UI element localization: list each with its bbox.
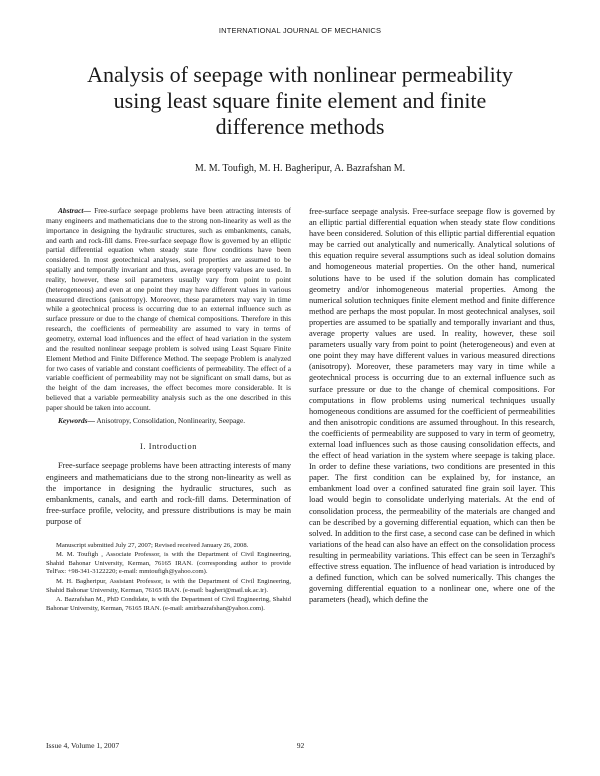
footnotes — [46, 542, 291, 614]
page-footer — [46, 741, 555, 753]
issue-info: Issue 4, Volume 1, 2007 — [46, 741, 120, 750]
introduction-paragraph: Free-surface seepage problems have been attracting interests of many engineers and mathematicians due to the strong non-linearity as well as the importance in designing the hydraulic structures, such as embankments, canals, and earth and rock-fill dams. Determination of free-surface profile, velocity, and pressure distributions is may be main purpose of — [46, 461, 291, 527]
keywords — [46, 416, 291, 426]
page-number: 92 — [296, 741, 305, 750]
footnote: M. M. Toufigh , Associate Professor, is with the Department of Civil Engineering, Shahid Bahonar University, Kerman, 76165 IRAN. (corresponding author to provide TelFax: +98-341-3122220; e-mail: mmtoufigh@yahoo.com). — [46, 551, 291, 576]
paper-authors: M. M. Toufigh, M. H. Bagheripur, A. Bazrafshan M. — [194, 163, 406, 174]
keywords-text: Anisotropy, Consolidation, Nonlinearity, Seepage. — [96, 415, 246, 425]
footnote: M. H. Bagheripur, Assistant Professor, is with the Department of Civil Engineering, Shahid Bahonar University, Kerman, 76165 IRAN. (e-mail: bagheri@mail.uk.ac.ir). — [46, 578, 291, 594]
right-column — [309, 206, 555, 605]
paper-title — [40, 62, 560, 140]
journal-header: INTERNATIONAL JOURNAL OF MECHANICS — [218, 26, 382, 35]
section-heading-introduction: I. Introduction — [140, 441, 197, 451]
title-line: using least square finite element and finite — [113, 88, 487, 113]
abstract-label: Abstract— — [58, 206, 91, 215]
footnote: Manuscript submitted July 27, 2007; Revised received January 26, 2008. — [56, 541, 249, 549]
left-column — [46, 206, 291, 614]
footnote: A. Bazrafshan M., PhD Condidate, is with the Department of Civil Engineering, Shahid Bahonar University, Kerman, 76165 IRAN. (e-mail: amirbazrafshan@yahoo.com). — [46, 596, 291, 612]
abstract-text: Free-surface seepage problems have been attracting interests of many engineers and mathematicians due to the strong non-linearity as well as the importance in designing the hydraulic structures, such as embankments, canals, and earth and rock-fill dams. Free-surface seepage flow is governed by an elliptic partial differential equation when steady state flow conditions have been considered. In most geotechnical analyses, soil properties are assumed to be spatially and temporally invariant and thus, average property values are used. In reality, however, these soil parameters usually vary from point to point (heterogeneous) and even at one point they may have different values in various measured directions (anisotropy). Moreover, these parameters may vary in time while a geotechnical process is occurring due to an external influence such as surface pressure or due to the change of chemical compositions. Therefore in this research, the coefficients of permeability are assumed to vary in terms of geometry, external load influences and the effect of head variation in the system and the resulted nonlinear seepage problem is solved using Least Square Finite Element Method and Finite Difference Method. The seepage Problem is analyzed for two cases of variable and constant coefficients of permeability. The effect of a variable coefficient of permeability may not be significant on small dams, but as the height of the dam increases, the effect becomes more considerable. It is believed that a variable permeability analysis such as the one described in this paper should be taken into account. — [46, 206, 291, 412]
abstract — [46, 206, 291, 413]
title-line: difference methods — [215, 114, 385, 139]
body-paragraph: free-surface seepage analysis. Free-surface seepage flow is governed by an elliptic partial differential equation when steady state flow conditions have been considered. Solution of this elliptic partial differential equation may be carried out analytically and numerically. Analytical solutions of this equation require several assumptions such as ideal solution domains and homogeneous material properties. On the other hand, numerical solutions have to be used if the solution domain has complicated geometry and/or inhomogeneous material properties. Among the numerical solution techniques finite element method and finite difference method are perhaps the most popular. In most geotechnical analyses, soil properties are assumed to be spatially and temporally invariant and thus, average property values are used. In reality, however, these soil parameters usually vary from point to point (heterogeneous) and even at one point they may have different values in various measured directions (anisotropy). Moreover, these parameters may vary in time while a geotechnical process is occurring due to an external influence such as surface pressure or due to the change of chemical compositions. For computations in flow problems using numerical techniques usually homogeneous conditions are assumed for the coefficient of permeabilities and then anisotropic conditions are assumed throughout. In this research, the coefficients of permeability are supposed to vary in term of geometry, external load influences such as those causing consolidation effects, and the effect of head variation in the system where seepage is taking place. In order to define these variations, two conditions are presented in this paper. The first condition can be explained by, for instance, an embankment load over a confined saturated fine grain soil layer. This load would begin to consolidate underlying materials. At the end of consolidation process, the permeability of the materials are changed and can be described by a governing differential equation, which can then be solved. In addition to the first case, a second case can be defined in which variations of the head can also have an effect on the consolidation process resulting in permeability variations. This effect can be seen in Terzaghi's effective stress equation. The influence of head variation is introduced by a defined function, which can be solved numerically. This changes the governing differential equation to a nonlinear one, where one of the parameters (head), which define the — [309, 207, 555, 605]
title-line: Analysis of seepage with nonlinear permeability — [87, 62, 513, 87]
keywords-label: Keywords— — [58, 415, 95, 425]
